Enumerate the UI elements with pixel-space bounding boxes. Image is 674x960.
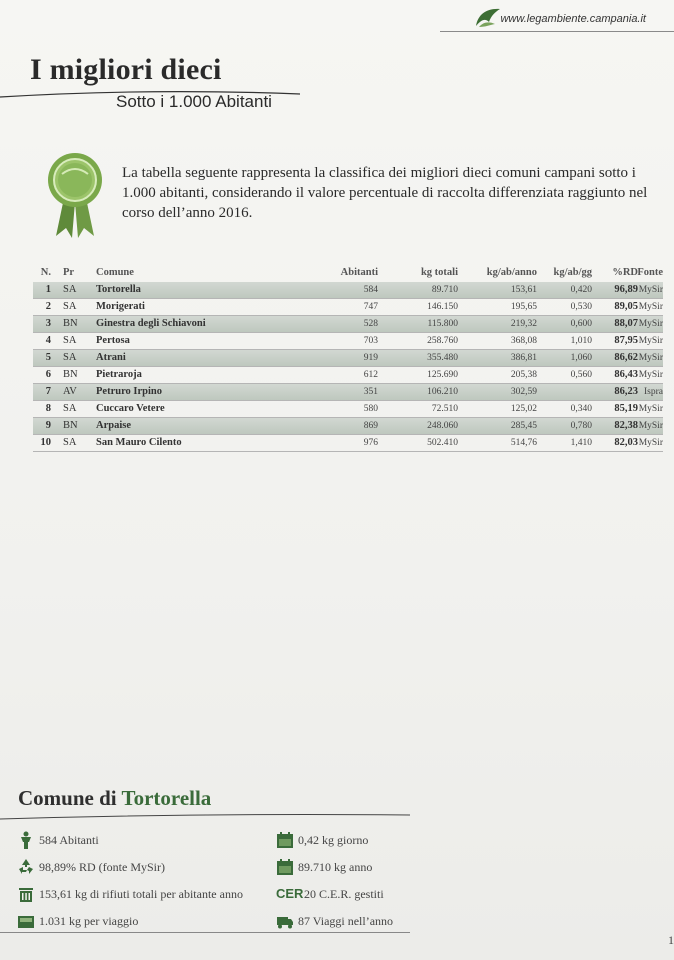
stat-kg-anno-text: 89.710 kg anno: [298, 860, 373, 874]
table-cell-kg-ab-anno: 285,45: [510, 421, 537, 431]
table-row: [33, 350, 663, 367]
stat-kg-anno: [276, 855, 393, 882]
table-cell-kg-ab-gg: 0,600: [570, 319, 592, 329]
table-cell-comune: Atrani: [96, 352, 126, 363]
table-cell-kg-totali: 355.480: [427, 353, 458, 363]
table-cell-kg-totali: 89.710: [431, 285, 458, 295]
table-row: [33, 367, 663, 384]
stat-cer: [276, 882, 393, 909]
table-cell-rd: 96,89: [614, 284, 638, 295]
stat-abitanti-text: 584 Abitanti: [39, 833, 99, 847]
table-cell-comune: Arpaise: [96, 420, 131, 431]
table-cell-pr: SA: [63, 403, 77, 414]
page-subtitle: Sotto i 1.000 Abitanti: [116, 92, 272, 111]
table-cell-abitanti: 919: [363, 353, 378, 363]
header-comune: Comune: [96, 267, 134, 278]
comune-underline: [0, 813, 410, 821]
table-cell-kg-ab-anno: 205,38: [510, 370, 537, 380]
table-row: [33, 435, 663, 452]
comune-heading: [18, 786, 211, 811]
table-cell-fonte: MySir: [638, 421, 663, 431]
ranking-table: [33, 264, 663, 452]
table-cell-kg-totali: 115.800: [427, 319, 458, 329]
table-cell-fonte: MySir: [638, 336, 663, 346]
table-row: [33, 299, 663, 316]
table-cell-n: 3: [45, 318, 51, 329]
table-cell-kg-ab-gg: 0,780: [570, 421, 592, 431]
table-cell-kg-totali: 125.690: [427, 370, 458, 380]
table-cell-kg-ab-anno: 368,08: [510, 336, 537, 346]
table-cell-kg-ab-anno: 125,02: [510, 404, 537, 414]
truck-icon: [17, 912, 35, 930]
table-cell-fonte: Ispra: [644, 387, 663, 397]
table-cell-rd: 86,43: [614, 369, 638, 380]
stat-rifiuti: [17, 882, 243, 909]
table-cell-n: 4: [45, 335, 51, 346]
table-cell-kg-ab-anno: 195,65: [510, 302, 537, 312]
table-cell-comune: Tortorella: [96, 284, 141, 295]
table-cell-kg-ab-gg: 0,530: [570, 302, 592, 312]
table-cell-pr: BN: [63, 318, 78, 329]
table-cell-comune: Pertosa: [96, 335, 130, 346]
table-header: [33, 264, 663, 282]
table-cell-abitanti: 869: [363, 421, 378, 431]
table-cell-fonte: MySir: [638, 319, 663, 329]
table-cell-comune: San Mauro Cilento: [96, 437, 182, 448]
garbage-truck-icon: [276, 912, 294, 930]
table-cell-fonte: MySir: [638, 404, 663, 414]
table-cell-n: 2: [45, 301, 51, 312]
stat-rifiuti-text: 153,61 kg di rifiuti totali per abitante anno: [39, 887, 243, 901]
table-cell-kg-ab-gg: 1,410: [570, 438, 592, 448]
table-row: [33, 418, 663, 435]
person-icon: [17, 831, 35, 849]
stat-rd-text: 98,89% RD (fonte MySir): [39, 860, 165, 874]
table-cell-rd: 89,05: [614, 301, 638, 312]
table-row: [33, 384, 663, 401]
table-cell-comune: Ginestra degli Schiavoni: [96, 318, 206, 329]
cer-icon: CER: [276, 886, 304, 901]
table-cell-fonte: MySir: [638, 302, 663, 312]
table-row: [33, 282, 663, 299]
award-medal-icon: [44, 150, 106, 240]
table-cell-abitanti: 528: [363, 319, 378, 329]
table-cell-n: 8: [45, 403, 51, 414]
comune-stats-right: [276, 828, 393, 936]
table-cell-abitanti: 584: [363, 285, 378, 295]
table-row: [33, 401, 663, 418]
stat-kg-giorno-text: 0,42 kg giorno: [298, 833, 369, 847]
table-cell-rd: 85,19: [614, 403, 638, 414]
table-cell-fonte: MySir: [638, 438, 663, 448]
header-pr: Pr: [63, 267, 75, 278]
table-cell-kg-ab-gg: 0,420: [570, 285, 592, 295]
table-cell-rd: 86,62: [614, 352, 638, 363]
comune-heading-prefix: Comune di: [18, 786, 117, 810]
table-cell-kg-ab-gg: 1,060: [570, 353, 592, 363]
table-cell-kg-ab-anno: 219,32: [510, 319, 537, 329]
table-cell-abitanti: 747: [363, 302, 378, 312]
table-cell-comune: Morigerati: [96, 301, 145, 312]
table-cell-fonte: MySir: [638, 353, 663, 363]
table-cell-comune: Petruro Irpino: [96, 386, 163, 397]
table-cell-pr: BN: [63, 420, 78, 431]
table-cell-n: 5: [45, 352, 51, 363]
table-cell-abitanti: 703: [363, 336, 378, 346]
table-cell-kg-ab-gg: 1,010: [570, 336, 592, 346]
table-cell-abitanti: 976: [363, 438, 378, 448]
recycle-icon: [17, 858, 35, 876]
comune-stats-left: [17, 828, 243, 936]
table-cell-abitanti: 612: [363, 370, 378, 380]
legambiente-logo-icon: [473, 6, 503, 30]
table-row: [33, 333, 663, 350]
stat-kg-viaggio-text: 1.031 kg per viaggio: [39, 914, 139, 928]
calendar-icon: [276, 858, 294, 876]
table-cell-n: 10: [40, 437, 51, 448]
table-cell-pr: BN: [63, 369, 78, 380]
table-cell-kg-totali: 106.210: [427, 387, 458, 397]
stat-viaggi-text: 87 Viaggi nell’anno: [298, 914, 394, 928]
comune-heading-name: Tortorella: [121, 786, 212, 810]
stat-abitanti: [17, 828, 243, 855]
header-abitanti: Abitanti: [340, 267, 378, 278]
table-cell-pr: SA: [63, 437, 77, 448]
table-cell-pr: SA: [63, 335, 77, 346]
table-cell-pr: SA: [63, 284, 77, 295]
website-url: www.legambiente.campania.it: [500, 13, 646, 25]
table-cell-rd: 88,07: [614, 318, 638, 329]
table-cell-kg-ab-anno: 514,76: [510, 438, 537, 448]
table-cell-kg-totali: 248.060: [427, 421, 458, 431]
table-cell-comune: Cuccaro Vetere: [96, 403, 165, 414]
table-cell-pr: AV: [63, 386, 77, 397]
stat-kg-giorno: [276, 828, 393, 855]
header-fonte: Fonte: [637, 267, 663, 278]
intro-paragraph: La tabella seguente rappresenta la classifica dei migliori dieci comuni campani sotto i 1.000 abitanti, considerando il valore percentuale di raccolta differenziata raggiunto nel corso dell’anno 2016.: [122, 165, 648, 221]
table-cell-n: 1: [45, 284, 51, 295]
header-kg-totali: kg totali: [420, 267, 458, 278]
table-cell-comune: Pietraroja: [96, 369, 142, 380]
header-rd: %RD: [612, 267, 638, 278]
table-cell-pr: SA: [63, 352, 77, 363]
table-cell-n: 9: [45, 420, 51, 431]
table-cell-kg-ab-anno: 386,81: [510, 353, 537, 363]
header-kg-ab-gg: kg/ab/gg: [553, 267, 592, 278]
table-cell-rd: 86,23: [614, 386, 638, 397]
page-title: I migliori dieci: [30, 53, 222, 86]
table-cell-rd: 82,03: [614, 437, 638, 448]
stat-cer-text: 20 C.E.R. gestiti: [304, 887, 384, 901]
table-cell-abitanti: 351: [363, 387, 378, 397]
stat-rd: [17, 855, 243, 882]
calendar-icon: [276, 831, 294, 849]
table-cell-fonte: MySir: [638, 285, 663, 295]
table-cell-kg-ab-gg: 0,560: [570, 370, 592, 380]
bottom-rule: [0, 932, 410, 933]
table-cell-kg-totali: 258.760: [427, 336, 458, 346]
table-cell-kg-totali: 502.410: [427, 438, 458, 448]
table-cell-rd: 82,38: [614, 420, 638, 431]
table-row: [33, 316, 663, 333]
table-cell-fonte: MySir: [638, 370, 663, 380]
table-cell-pr: SA: [63, 301, 77, 312]
table-cell-kg-ab-anno: 153,61: [510, 285, 537, 295]
table-cell-rd: 87,95: [614, 335, 638, 346]
table-cell-kg-totali: 72.510: [431, 404, 458, 414]
table-cell-n: 7: [45, 386, 51, 397]
table-cell-kg-ab-anno: 302,59: [510, 387, 537, 397]
header-kg-ab-anno: kg/ab/anno: [486, 267, 537, 278]
table-cell-kg-ab-gg: 0,340: [570, 404, 592, 414]
header-n: N.: [40, 267, 51, 278]
header-rule: [440, 31, 674, 32]
table-cell-n: 6: [45, 369, 51, 380]
table-cell-abitanti: 580: [363, 404, 378, 414]
table-cell-kg-totali: 146.150: [427, 302, 458, 312]
page-number: 1: [668, 933, 674, 947]
bin-icon: [17, 885, 35, 903]
